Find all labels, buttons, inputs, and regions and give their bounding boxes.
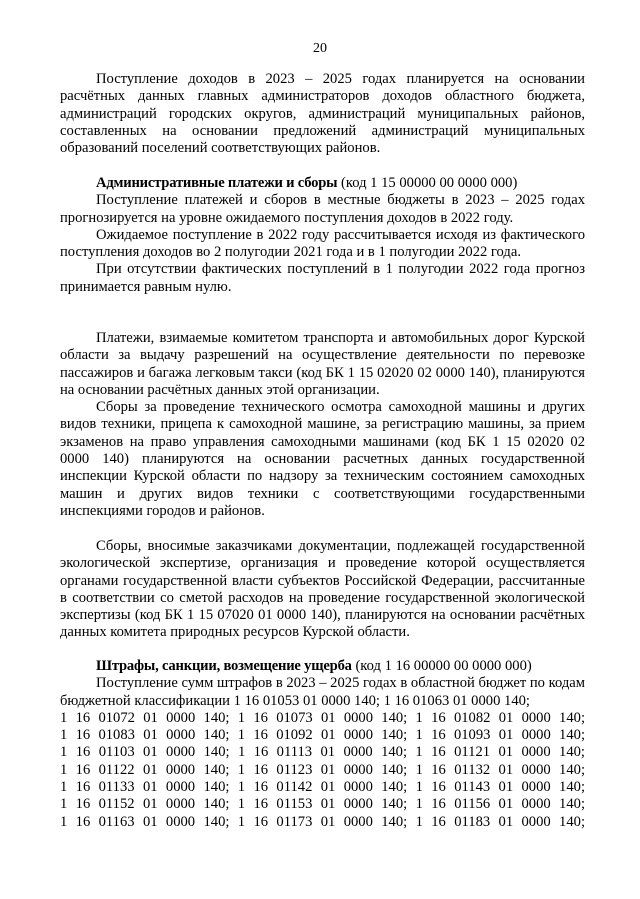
paragraph: Ожидаемое поступление в 2022 году рассчитывается исходя из фактического поступления доходов во 2 полугодии 2021 года и в 1 полугодии 2022 года.: [60, 226, 585, 261]
code-line: 1 16 01163 01 0000 140; 1 16 01173 01 0000 140; 1 16 01183 01 0000 140;: [60, 813, 585, 830]
section-transport: [60, 330, 585, 520]
fines-lead-text: Поступление сумм штрафов в 2023 – 2025 годах в областной бюджет по кодам бюджетной классификации 1 16 01053 01 0000 140; 1 16 01063 01 0000 140;: [60, 675, 585, 709]
intro-paragraph: Поступление доходов в 2023 – 2025 годах планируется на основании расчётных данных главных администраторов доходов областного бюджета, администраций городских округов, администраций муниципальных районов, составленных на основании предложений администраций муниципальных образований поселений соответствующих районов.: [60, 71, 585, 157]
paragraph: При отсутствии фактических поступлений в 1 полугодии 2022 года прогноз принимается равным нулю.: [60, 261, 585, 295]
section-heading: [60, 658, 585, 675]
paragraph: Поступление платежей и сборов в местные бюджеты в 2023 – 2025 годах прогнозируется на уровне ожидаемого поступления доходов в 2022 году.: [60, 192, 585, 226]
code-line: 1 16 01103 01 0000 140; 1 16 01113 01 0000 140; 1 16 01121 01 0000 140;: [60, 744, 585, 761]
section-fines: [60, 658, 585, 831]
ecology-paragraph: Сборы, вносимые заказчиками документации, подлежащей государственной экологической экспертизе, организация и проведение которой осуществляется органами государственной власти субъектов Российской Федерации, рассчитанные в соответствии со сметой расходов на проведение государственной экологической экспертизы (код БК 1 15 07020 01 0000 140), планируются на основании расчётных данных комитета природных ресурсов Курской области.: [60, 538, 585, 641]
section-heading: [60, 175, 585, 192]
code-line: 1 16 01133 01 0000 140; 1 16 01142 01 0000 140; 1 16 01143 01 0000 140;: [60, 779, 585, 796]
code-line: 1 16 01122 01 0000 140; 1 16 01123 01 0000 140; 1 16 01132 01 0000 140;: [60, 761, 585, 778]
page-number: 20: [313, 41, 327, 56]
section-admin-payments: [60, 175, 585, 296]
section-heading-code: (код 1 16 00000 00 0000 000): [355, 658, 532, 674]
code-line: 1 16 01072 01 0000 140; 1 16 01073 01 0000 140; 1 16 01082 01 0000 140;: [60, 709, 585, 726]
transport-paragraph: Платежи, взимаемые комитетом транспорта и автомобильных дорог Курской области за выдачу разрешений на осуществление деятельности по перевозке пассажиров и багажа легковым такси (код БК 1 15 02020 02 0000 140), планируются на основании расчётных данных этой организации.: [60, 330, 585, 398]
intro-block: [60, 71, 585, 157]
code-list: [60, 710, 585, 831]
section-heading-title: Административные платежи и сборы: [96, 175, 338, 191]
code-line: 1 16 01152 01 0000 140; 1 16 01153 01 0000 140; 1 16 01156 01 0000 140;: [60, 796, 585, 813]
section-ecology: [60, 538, 585, 642]
section-heading-code: (код 1 15 00000 00 0000 000): [341, 175, 518, 191]
fines-paragraph: [60, 675, 585, 710]
code-line: 1 16 01083 01 0000 140; 1 16 01092 01 0000 140; 1 16 01093 01 0000 140;: [60, 727, 585, 744]
inspection-paragraph: Сборы за проведение технического осмотра самоходной машины и других видов техники, прицепа к самоходной машине, за регистрацию машины, за прием экзаменов на право управления самоходными машинами (код БК 1 15 02020 02 0000 140) планируются на основании расчетных данных государственной инспекции Курской области по надзору за техническим состоянием самоходных машин и других видов техники с соответствующими государственными инспекциями городов и районов.: [60, 399, 585, 519]
section-heading-title: Штрафы, санкции, возмещение ущерба: [96, 658, 352, 674]
